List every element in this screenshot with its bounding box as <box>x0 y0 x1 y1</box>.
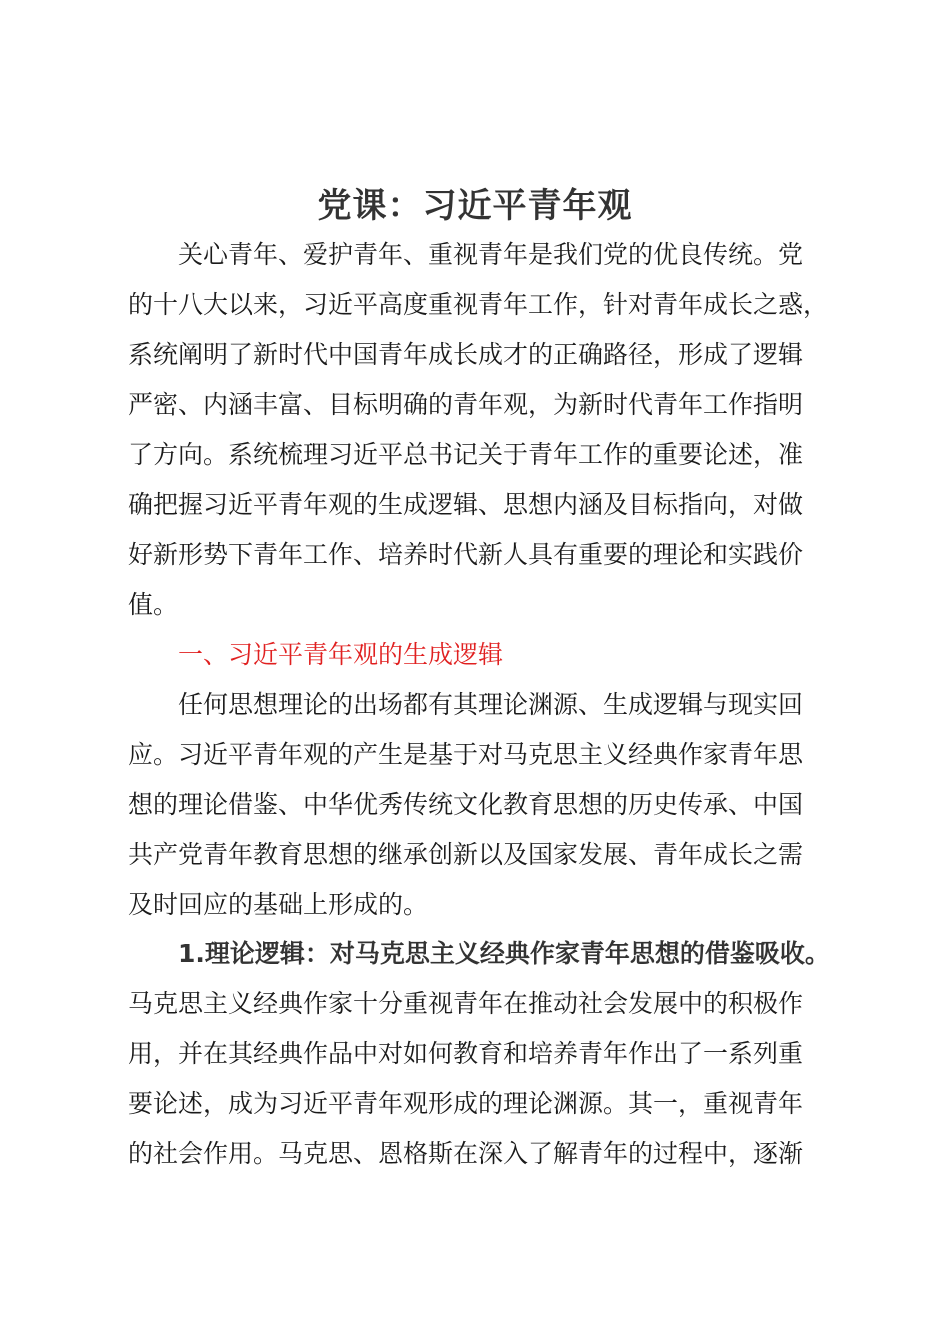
paragraph-line: 严密、内涵丰富、目标明确的青年观，为新时代青年工作指明 <box>128 390 804 419</box>
paragraph-line: 值。 <box>128 590 179 619</box>
paragraph-line: 及时回应的基础上形成的。 <box>128 890 429 919</box>
section-heading: 一、习近平青年观的生成逻辑 <box>178 640 504 669</box>
paragraph-line: 共产党青年教育思想的继承创新以及国家发展、青年成长之需 <box>128 840 804 869</box>
paragraph-line: 马克思主义经典作家十分重视青年在推动社会发展中的积极作 <box>128 989 804 1018</box>
subsection-heading: 1.理论逻辑：对马克思主义经典作家青年思想的借鉴吸收。 <box>178 939 830 968</box>
paragraph-line: 应。习近平青年观的产生是基于对马克思主义经典作家青年思 <box>128 740 804 769</box>
paragraph-line: 关心青年、爱护青年、重视青年是我们党的优良传统。党 <box>178 240 804 269</box>
paragraph-line: 的十八大以来，习近平高度重视青年工作，针对青年成长之惑， <box>128 290 829 319</box>
paragraph-line: 想的理论借鉴、中华优秀传统文化教育思想的历史传承、中国 <box>128 790 804 819</box>
document-title: 党课：习近平青年观 <box>317 186 633 226</box>
paragraph-line: 了方向。系统梳理习近平总书记关于青年工作的重要论述，准 <box>128 440 804 469</box>
paragraph-line: 任何思想理论的出场都有其理论渊源、生成逻辑与现实回 <box>178 690 804 719</box>
paragraph-line: 用，并在其经典作品中对如何教育和培养青年作出了一系列重 <box>128 1039 804 1068</box>
paragraph-line: 系统阐明了新时代中国青年成长成才的正确路径，形成了逻辑 <box>128 340 804 369</box>
paragraph-line: 确把握习近平青年观的生成逻辑、思想内涵及目标指向，对做 <box>128 490 804 519</box>
paragraph-line: 的社会作用。马克思、恩格斯在深入了解青年的过程中，逐渐 <box>128 1139 804 1168</box>
paragraph-line: 要论述，成为习近平青年观形成的理论渊源。其一，重视青年 <box>128 1089 804 1118</box>
paragraph-line: 好新形势下青年工作、培养时代新人具有重要的理论和实践价 <box>128 540 804 569</box>
